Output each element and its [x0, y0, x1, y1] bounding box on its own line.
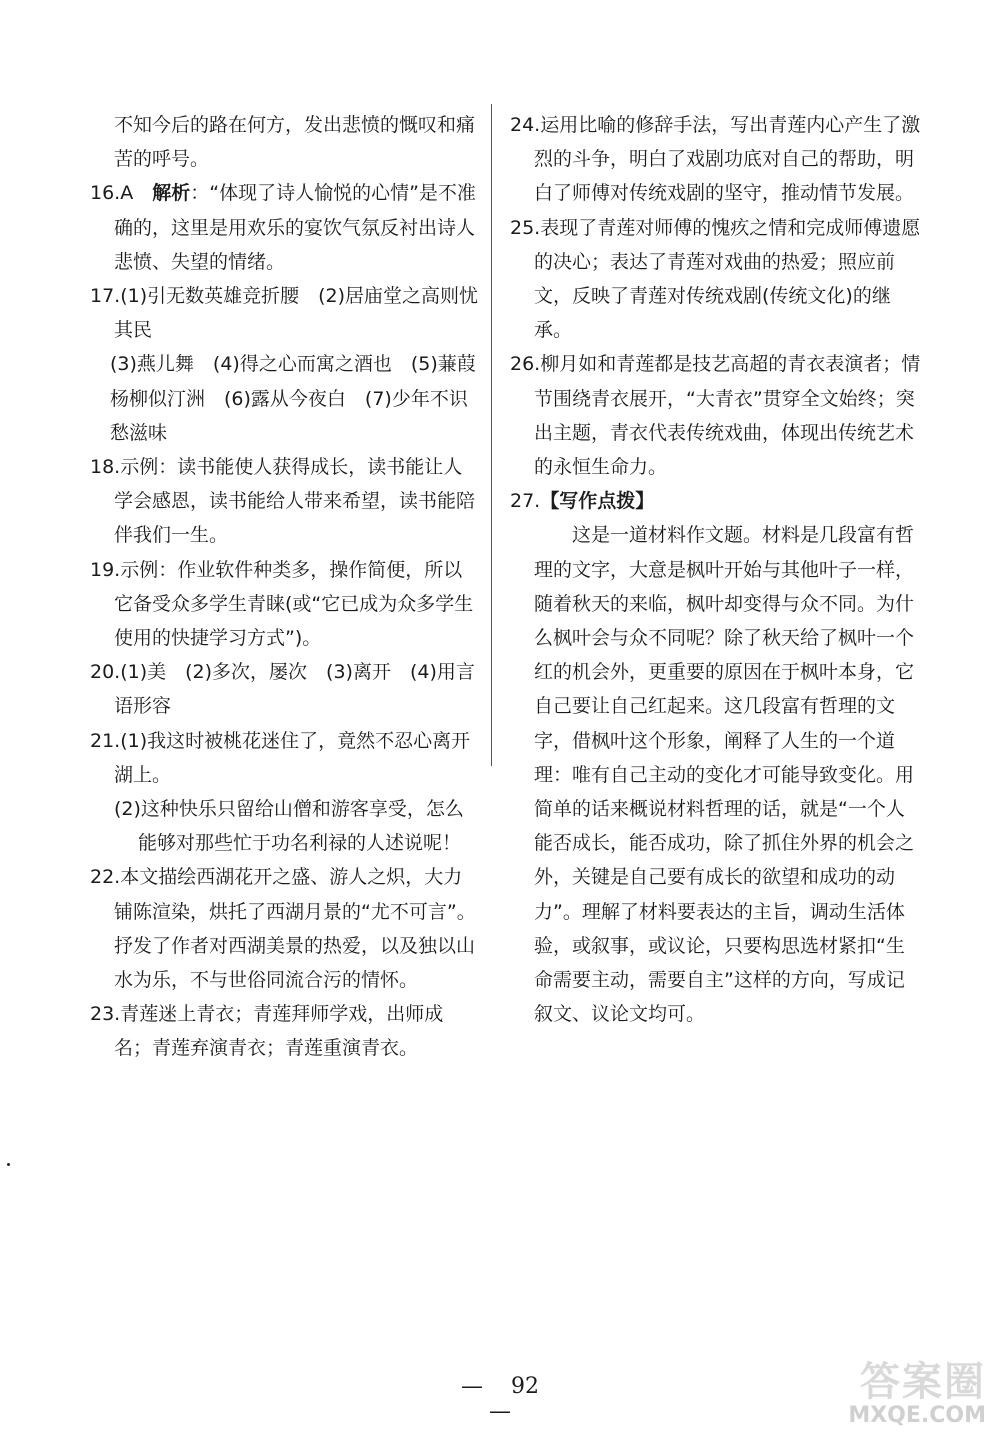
column-divider — [491, 104, 492, 766]
page-number-value: 92 — [511, 1374, 539, 1399]
answer-26: 26.柳月如和青莲都是技艺高超的青衣表演者；情节围绕青衣展开，“大青衣”贯穿全文始终；突出主题，青衣代表传统戏曲，体现出传统艺术的永恒生命力。 — [510, 353, 921, 479]
answer-27-text: 这是一道材料作文题。材料是几段富有哲理的文字，大意是枫叶开始与其他叶子一样，随着秋天的来临，枫叶却变得与众不同。为什么枫叶会与众不同呢？除了秋天给了枫叶一个红的机会外，更重要的原因在于枫叶本身，它自己要让自己红起来。这几段富有哲理的文字，借枫叶这个形象，阐释了人生的一个道理：唯有自己主动的变化才可能导致变化。用简单的话来概说材料哲理的话，就是“一个人能否成长，能否成功，除了抓住外界的机会之外，关键是自己要有成长的欲望和成功的动力”。理解了材料要表达的主旨，调动生活体验，或叙事，或议论，只要构思选材紧扣“生命需要主动，需要自主”这样的方向，写成记叙文、议论文均可。 — [534, 524, 915, 1026]
answer-16-number: 16.A — [90, 182, 134, 205]
answer-23: 23.青莲迷上青衣；青莲拜师学戏，出师成名；青莲弃演青衣；青莲重演青衣。 — [90, 1003, 444, 1060]
answer-21-part2: (2)这种快乐只留给山僧和游客享受，怎么能够对那些忙于功名利禄的人述说呢！ — [114, 798, 464, 855]
answer-16 — [90, 176, 480, 279]
answer-25: 25.表现了青莲对师傅的愧疚之情和完成师傅遗愿的决心；表达了青莲对戏曲的热爱；照应前文，反映了青莲对传统戏剧(传统文化)的继承。 — [510, 216, 921, 342]
watermark-top-text: 答案圈 — [860, 1359, 986, 1405]
answer-27-header — [510, 484, 922, 518]
answer-22: 22.本文描绘西湖花开之盛、游人之炽，大力铺陈渲染，烘托了西湖月景的“尤不可言”。抒发了作者对西湖美景的热爱，以及独以山水为乐，不与世俗同流合污的情怀。 — [90, 866, 476, 992]
answer-24: 24.运用比喻的修辞手法，写出青莲内心产生了激烈的斗争，明白了戏剧功底对自己的帮助，明白了师傅对传统戏剧的坚守，推动情节发展。 — [510, 114, 921, 205]
watermark-bottom-text: MXQE.COM — [848, 1403, 986, 1428]
answer-27-label: 【写作点拨】 — [540, 490, 655, 513]
answer-15-continued: 不知今后的路在何方，发出悲愤的慨叹和痛苦的呼号。 — [114, 114, 476, 171]
page-number — [440, 1374, 560, 1424]
page-dash-left: — — [461, 1374, 483, 1399]
answer-21: 21.(1)我这时被桃花迷住了，竟然不忍心离开湖上。 — [90, 729, 471, 786]
page-dash-right: — — [489, 1399, 511, 1424]
left-column — [90, 108, 480, 1066]
answer-16-label: 解析 — [152, 182, 191, 205]
answer-27-number: 27. — [510, 490, 541, 513]
right-column — [510, 108, 922, 1031]
answer-17-continued: (3)燕儿舞 (4)得之心而寓之酒也 (5)蒹葭杨柳似汀洲 (6)露从今夜白 (7)少年不识愁滋味 — [110, 353, 476, 444]
answer-19: 19.示例：作业软件种类多，操作简便，所以它备受众多学生青睐(或“它已成为众多学生使用的快捷学习方式”)。 — [90, 558, 474, 650]
answer-17: 17.(1)引无数英雄竞折腰 (2)居庙堂之高则忧其民 — [90, 285, 479, 342]
watermark-logo — [786, 1360, 986, 1432]
scan-speck — [7, 1163, 10, 1166]
answer-16-text: ：“体现了诗人愉悦的心情”是不准确的，这里是用欢乐的宴饮气氛反衬出诗人悲愤、失望的情绪。 — [114, 182, 476, 273]
answer-20: 20.(1)美 (2)多次，屡次 (3)离开 (4)用言语形容 — [90, 661, 475, 718]
answer-18: 18.示例：读书能使人获得成长，读书能让人学会感恩，读书能给人带来希望，读书能陪伴我们一生。 — [90, 456, 476, 547]
